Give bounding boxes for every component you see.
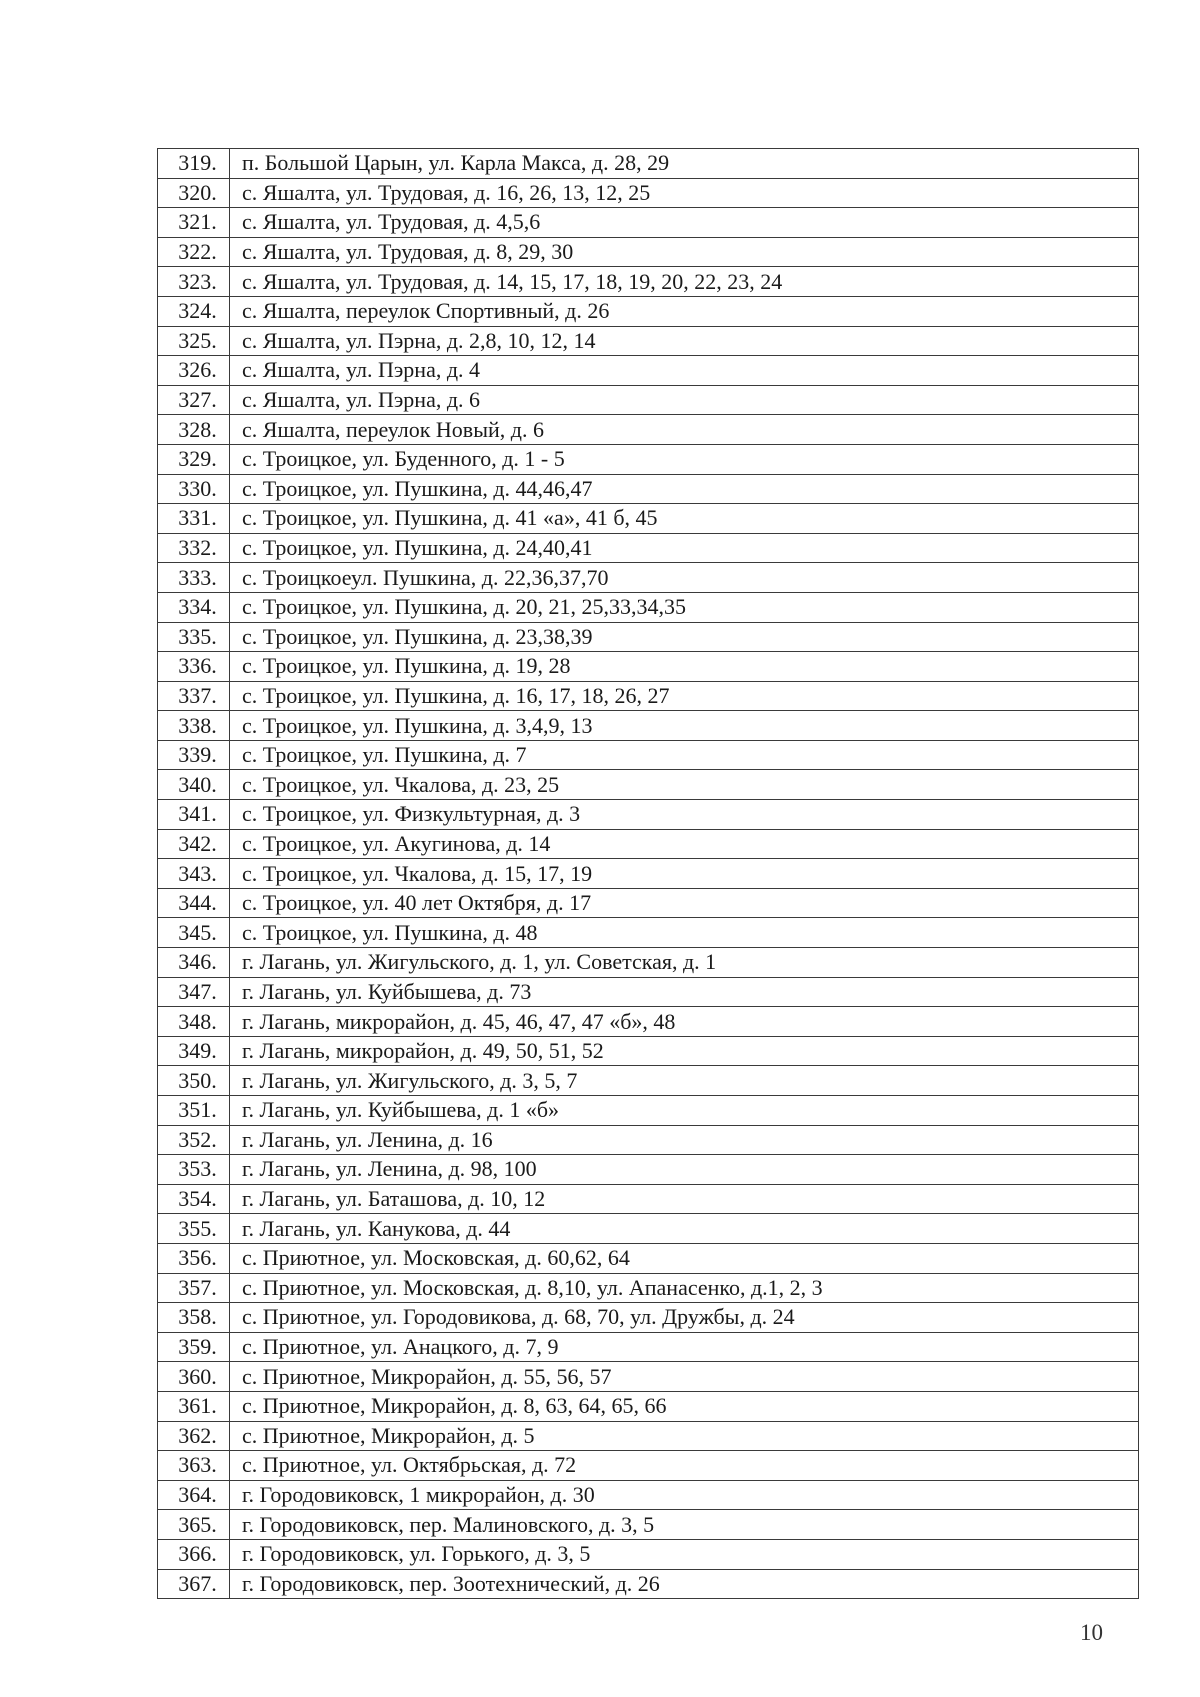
row-number: 356. xyxy=(158,1243,230,1273)
table-row xyxy=(158,1303,1139,1333)
row-address: с. Троицкое, ул. 40 лет Октября, д. 17 xyxy=(230,888,1139,918)
table-row xyxy=(158,977,1139,1007)
row-address: г. Городовиковск, пер. Малиновского, д. 3, 5 xyxy=(230,1510,1139,1540)
row-address: с. Яшалта, ул. Трудовая, д. 16, 26, 13, 12, 25 xyxy=(230,178,1139,208)
row-number: 361. xyxy=(158,1391,230,1421)
table-row xyxy=(158,918,1139,948)
table-row xyxy=(158,592,1139,622)
row-number: 337. xyxy=(158,681,230,711)
row-address: с. Троицкое, ул. Чкалова, д. 23, 25 xyxy=(230,770,1139,800)
address-table-body xyxy=(158,149,1139,1599)
row-number: 350. xyxy=(158,1066,230,1096)
row-number: 324. xyxy=(158,296,230,326)
row-address: с. Яшалта, переулок Новый, д. 6 xyxy=(230,415,1139,445)
row-address: г. Городовиковск, пер. Зоотехнический, д. 26 xyxy=(230,1569,1139,1599)
row-address: с. Троицкое, ул. Пушкина, д. 19, 28 xyxy=(230,652,1139,682)
row-number: 343. xyxy=(158,859,230,889)
row-number: 352. xyxy=(158,1125,230,1155)
row-number: 332. xyxy=(158,533,230,563)
table-row xyxy=(158,1510,1139,1540)
row-address: г. Лагань, микрорайон, д. 49, 50, 51, 52 xyxy=(230,1036,1139,1066)
row-number: 335. xyxy=(158,622,230,652)
row-number: 347. xyxy=(158,977,230,1007)
row-address: г. Городовиковск, 1 микрорайон, д. 30 xyxy=(230,1480,1139,1510)
row-number: 327. xyxy=(158,385,230,415)
row-number: 321. xyxy=(158,208,230,238)
table-row xyxy=(158,740,1139,770)
table-row xyxy=(158,444,1139,474)
table-row xyxy=(158,267,1139,297)
row-address: с. Троицкое, ул. Физкультурная, д. 3 xyxy=(230,800,1139,830)
table-row xyxy=(158,1421,1139,1451)
table-row xyxy=(158,1569,1139,1599)
table-row xyxy=(158,178,1139,208)
row-address: г. Лагань, ул. Жигульского, д. 1, ул. Советская, д. 1 xyxy=(230,948,1139,978)
row-address: с. Яшалта, ул. Трудовая, д. 8, 29, 30 xyxy=(230,237,1139,267)
table-row xyxy=(158,948,1139,978)
row-number: 351. xyxy=(158,1096,230,1126)
table-row xyxy=(158,711,1139,741)
row-address: с. Троицкое, ул. Пушкина, д. 16, 17, 18, 26, 27 xyxy=(230,681,1139,711)
row-number: 366. xyxy=(158,1539,230,1569)
row-address: с. Приютное, Микрорайон, д. 8, 63, 64, 65, 66 xyxy=(230,1391,1139,1421)
row-address: с. Приютное, Микрорайон, д. 5 xyxy=(230,1421,1139,1451)
row-address: г. Лагань, ул. Ленина, д. 98, 100 xyxy=(230,1155,1139,1185)
row-address: г. Городовиковск, ул. Горького, д. 3, 5 xyxy=(230,1539,1139,1569)
row-address: с. Троицкое, ул. Буденного, д. 1 - 5 xyxy=(230,444,1139,474)
row-number: 344. xyxy=(158,888,230,918)
row-number: 355. xyxy=(158,1214,230,1244)
table-row xyxy=(158,681,1139,711)
row-address: с. Приютное, ул. Московская, д. 60,62, 64 xyxy=(230,1243,1139,1273)
table-row xyxy=(158,208,1139,238)
row-address: с. Троицкое, ул. Пушкина, д. 7 xyxy=(230,740,1139,770)
row-address: с. Приютное, ул. Московская, д. 8,10, ул. Апанасенко, д.1, 2, 3 xyxy=(230,1273,1139,1303)
table-row xyxy=(158,563,1139,593)
row-address: г. Лагань, ул. Канукова, д. 44 xyxy=(230,1214,1139,1244)
table-row xyxy=(158,1480,1139,1510)
row-number: 353. xyxy=(158,1155,230,1185)
table-row xyxy=(158,149,1139,179)
row-address: с. Приютное, ул. Городовикова, д. 68, 70, ул. Дружбы, д. 24 xyxy=(230,1303,1139,1333)
row-address: с. Яшалта, переулок Спортивный, д. 26 xyxy=(230,296,1139,326)
row-address: с. Приютное, Микрорайон, д. 55, 56, 57 xyxy=(230,1362,1139,1392)
row-number: 349. xyxy=(158,1036,230,1066)
row-number: 325. xyxy=(158,326,230,356)
row-number: 320. xyxy=(158,178,230,208)
table-row xyxy=(158,1391,1139,1421)
table-row xyxy=(158,1155,1139,1185)
table-row xyxy=(158,800,1139,830)
table-row xyxy=(158,1036,1139,1066)
table-row xyxy=(158,1066,1139,1096)
row-number: 357. xyxy=(158,1273,230,1303)
row-number: 364. xyxy=(158,1480,230,1510)
table-row xyxy=(158,770,1139,800)
table-row xyxy=(158,533,1139,563)
row-number: 338. xyxy=(158,711,230,741)
row-address: г. Лагань, ул. Жигульского, д. 3, 5, 7 xyxy=(230,1066,1139,1096)
row-number: 360. xyxy=(158,1362,230,1392)
row-number: 319. xyxy=(158,149,230,179)
row-address: п. Большой Царын, ул. Карла Макса, д. 28, 29 xyxy=(230,149,1139,179)
row-address: г. Лагань, ул. Баташова, д. 10, 12 xyxy=(230,1184,1139,1214)
table-row xyxy=(158,385,1139,415)
row-number: 339. xyxy=(158,740,230,770)
table-row xyxy=(158,652,1139,682)
row-address: г. Лагань, ул. Куйбышева, д. 73 xyxy=(230,977,1139,1007)
row-number: 367. xyxy=(158,1569,230,1599)
table-row xyxy=(158,474,1139,504)
row-number: 329. xyxy=(158,444,230,474)
row-number: 348. xyxy=(158,1007,230,1037)
table-row xyxy=(158,356,1139,386)
row-address: г. Лагань, ул. Куйбышева, д. 1 «б» xyxy=(230,1096,1139,1126)
table-row xyxy=(158,1273,1139,1303)
row-address: с. Троицкое, ул. Пушкина, д. 44,46,47 xyxy=(230,474,1139,504)
row-address: г. Лагань, ул. Ленина, д. 16 xyxy=(230,1125,1139,1155)
table-row xyxy=(158,829,1139,859)
address-table xyxy=(157,148,1139,1599)
row-number: 354. xyxy=(158,1184,230,1214)
row-number: 330. xyxy=(158,474,230,504)
row-number: 326. xyxy=(158,356,230,386)
row-address: с. Троицкое, ул. Пушкина, д. 23,38,39 xyxy=(230,622,1139,652)
row-number: 322. xyxy=(158,237,230,267)
row-number: 323. xyxy=(158,267,230,297)
table-row xyxy=(158,1184,1139,1214)
table-row xyxy=(158,888,1139,918)
row-number: 333. xyxy=(158,563,230,593)
row-address: с. Троицкое, ул. Акугинова, д. 14 xyxy=(230,829,1139,859)
row-number: 336. xyxy=(158,652,230,682)
row-address: с. Троицкое, ул. Пушкина, д. 3,4,9, 13 xyxy=(230,711,1139,741)
row-address: г. Лагань, микрорайон, д. 45, 46, 47, 47 «б», 48 xyxy=(230,1007,1139,1037)
table-row xyxy=(158,1332,1139,1362)
table-row xyxy=(158,1362,1139,1392)
row-number: 345. xyxy=(158,918,230,948)
row-address: с. Троицкое, ул. Пушкина, д. 48 xyxy=(230,918,1139,948)
table-row xyxy=(158,296,1139,326)
row-number: 328. xyxy=(158,415,230,445)
row-number: 331. xyxy=(158,504,230,534)
row-address: с. Троицкое, ул. Пушкина, д. 41 «а», 41 б, 45 xyxy=(230,504,1139,534)
row-address: с. Троицкое, ул. Пушкина, д. 20, 21, 25,33,34,35 xyxy=(230,592,1139,622)
table-row xyxy=(158,622,1139,652)
table-row xyxy=(158,1007,1139,1037)
row-number: 341. xyxy=(158,800,230,830)
table-row xyxy=(158,859,1139,889)
table-row xyxy=(158,326,1139,356)
row-number: 358. xyxy=(158,1303,230,1333)
table-row xyxy=(158,1539,1139,1569)
row-address: с. Троицкоеул. Пушкина, д. 22,36,37,70 xyxy=(230,563,1139,593)
row-number: 363. xyxy=(158,1451,230,1481)
row-number: 342. xyxy=(158,829,230,859)
row-address: с. Троицкое, ул. Пушкина, д. 24,40,41 xyxy=(230,533,1139,563)
table-row xyxy=(158,237,1139,267)
page-number: 10 xyxy=(1080,1620,1103,1645)
row-number: 334. xyxy=(158,592,230,622)
row-number: 359. xyxy=(158,1332,230,1362)
row-address: с. Яшалта, ул. Пэрна, д. 6 xyxy=(230,385,1139,415)
row-number: 340. xyxy=(158,770,230,800)
row-address: с. Яшалта, ул. Трудовая, д. 14, 15, 17, 18, 19, 20, 22, 23, 24 xyxy=(230,267,1139,297)
row-address: с. Троицкое, ул. Чкалова, д. 15, 17, 19 xyxy=(230,859,1139,889)
table-row xyxy=(158,1214,1139,1244)
table-row xyxy=(158,1451,1139,1481)
table-row xyxy=(158,1125,1139,1155)
row-address: с. Приютное, ул. Октябрьская, д. 72 xyxy=(230,1451,1139,1481)
table-row xyxy=(158,1096,1139,1126)
row-address: с. Яшалта, ул. Пэрна, д. 4 xyxy=(230,356,1139,386)
row-address: с. Приютное, ул. Анацкого, д. 7, 9 xyxy=(230,1332,1139,1362)
table-row xyxy=(158,504,1139,534)
row-number: 362. xyxy=(158,1421,230,1451)
table-row xyxy=(158,1243,1139,1273)
table-row xyxy=(158,415,1139,445)
row-address: с. Яшалта, ул. Трудовая, д. 4,5,6 xyxy=(230,208,1139,238)
row-number: 346. xyxy=(158,948,230,978)
row-address: с. Яшалта, ул. Пэрна, д. 2,8, 10, 12, 14 xyxy=(230,326,1139,356)
row-number: 365. xyxy=(158,1510,230,1540)
